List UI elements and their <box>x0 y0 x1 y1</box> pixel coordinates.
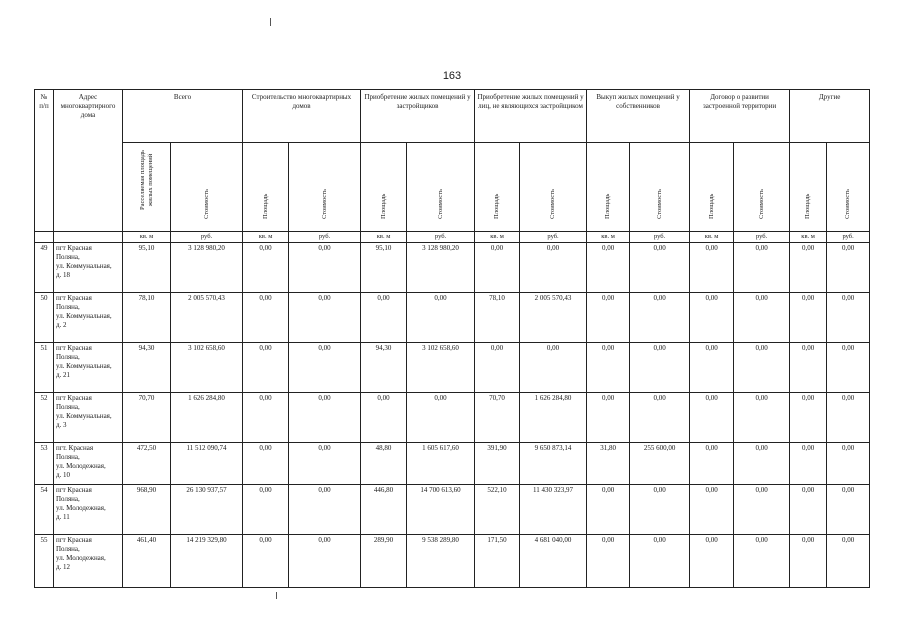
area-cell: 0,00 <box>243 293 289 343</box>
cost-cell: 0,00 <box>407 393 475 443</box>
area-cell: 0,00 <box>243 443 289 485</box>
area-cell: 171,50 <box>475 535 520 588</box>
cost-cell: 0,00 <box>734 293 790 343</box>
area-cell: 446,80 <box>361 485 407 535</box>
table-row <box>35 485 870 535</box>
unit-cost: руб. <box>289 232 361 243</box>
area-cell: 0,00 <box>690 535 734 588</box>
area-cell: 94,30 <box>361 343 407 393</box>
address-line: пгт Красная <box>56 536 92 544</box>
area-cell: 0,00 <box>790 343 827 393</box>
area-cell: 48,80 <box>361 443 407 485</box>
cost-cell: 4 681 040,00 <box>520 535 587 588</box>
cost-cell: 0,00 <box>289 443 361 485</box>
unit-area: кв. м <box>243 232 289 243</box>
unit-area: кв. м <box>690 232 734 243</box>
unit-cost: руб. <box>630 232 690 243</box>
area-cell: 0,00 <box>243 393 289 443</box>
area-cell: 391,90 <box>475 443 520 485</box>
area-cell: 461,40 <box>123 535 171 588</box>
cost-cell: 1 626 284,80 <box>520 393 587 443</box>
area-cell: 0,00 <box>690 293 734 343</box>
cost-cell: 0,00 <box>520 243 587 293</box>
area-cell: 522,10 <box>475 485 520 535</box>
address-line: д. 10 <box>56 471 71 479</box>
header-row-sub <box>35 143 870 232</box>
cost-cell: 0,00 <box>827 343 870 393</box>
row-address <box>54 443 123 485</box>
address-line: Поляна, <box>56 303 80 311</box>
unit-cost: руб. <box>407 232 475 243</box>
area-cell: 0,00 <box>690 343 734 393</box>
row-number: 52 <box>35 393 54 443</box>
cost-cell: 0,00 <box>827 393 870 443</box>
address-line: Поляна, <box>56 545 80 553</box>
address-line: д. 3 <box>56 421 67 429</box>
subheader-label: Площадь <box>804 193 812 219</box>
header-group-total: Всего <box>123 90 243 143</box>
cost-cell: 0,00 <box>630 293 690 343</box>
area-cell: 78,10 <box>475 293 520 343</box>
row-address <box>54 293 123 343</box>
address-line: ул. Молодежная, <box>56 462 106 470</box>
address-line: пгт Красная <box>56 344 92 352</box>
table-row <box>35 535 870 588</box>
header-group-non-developers: Приобретение жилых помещений у лиц, не являющихся застройщиком <box>475 90 587 143</box>
cost-cell: 3 128 980,20 <box>407 243 475 293</box>
area-cell: 0,00 <box>790 485 827 535</box>
unit-cost: руб. <box>734 232 790 243</box>
address-line: д. 11 <box>56 513 70 521</box>
header-group-developers: Приобретение жилых помещений у застройщиков <box>361 90 475 143</box>
subheader-label: Стоимость <box>549 189 557 219</box>
area-cell: 0,00 <box>243 535 289 588</box>
cost-cell: 0,00 <box>630 343 690 393</box>
unit-area: кв. м <box>361 232 407 243</box>
subheader-area <box>587 143 630 232</box>
cost-cell: 0,00 <box>289 243 361 293</box>
address-line: Поляна, <box>56 253 80 261</box>
cost-cell: 0,00 <box>827 443 870 485</box>
table-row <box>35 393 870 443</box>
subheader-area <box>790 143 827 232</box>
area-cell: 70,70 <box>475 393 520 443</box>
cost-cell: 11 512 090,74 <box>171 443 243 485</box>
address-line: Поляна, <box>56 403 80 411</box>
area-cell: 0,00 <box>790 393 827 443</box>
subheader-label: Расселяемая площадь жилых помещений <box>138 149 154 211</box>
address-line: д. 2 <box>56 321 67 329</box>
cost-cell: 1 626 284,80 <box>171 393 243 443</box>
page-number: 163 <box>442 70 462 82</box>
area-cell: 0,00 <box>690 443 734 485</box>
cost-cell: 0,00 <box>289 393 361 443</box>
area-cell: 0,00 <box>790 443 827 485</box>
cost-cell: 255 600,00 <box>630 443 690 485</box>
address-line: пгт Красная <box>56 244 92 252</box>
unit-cost: руб. <box>827 232 870 243</box>
row-address <box>54 535 123 588</box>
row-address <box>54 243 123 293</box>
header-row-units <box>35 232 870 243</box>
address-line: д. 12 <box>56 563 71 571</box>
table-body <box>35 243 870 588</box>
subheader-cost <box>827 143 870 232</box>
row-number: 50 <box>35 293 54 343</box>
unit-cost: руб. <box>171 232 243 243</box>
subheader-cost <box>407 143 475 232</box>
header-address: Адрес многоквартирного дома <box>54 90 123 232</box>
cost-cell: 0,00 <box>630 393 690 443</box>
area-cell: 0,00 <box>690 485 734 535</box>
address-line: Поляна, <box>56 353 80 361</box>
cost-cell: 0,00 <box>289 293 361 343</box>
unit-cost: руб. <box>520 232 587 243</box>
subheader-area <box>243 143 289 232</box>
subheader-label: Площадь <box>379 193 387 219</box>
unit-area: кв. м <box>123 232 171 243</box>
cost-cell: 0,00 <box>630 243 690 293</box>
header-group-buyout: Выкуп жилых помещений у собственников <box>587 90 690 143</box>
subheader-cost <box>520 143 587 232</box>
area-cell: 0,00 <box>243 343 289 393</box>
row-address <box>54 393 123 443</box>
address-line: Поляна, <box>56 495 80 503</box>
area-cell: 0,00 <box>243 243 289 293</box>
area-cell: 0,00 <box>361 393 407 443</box>
area-cell: 0,00 <box>587 535 630 588</box>
subheader-area-total <box>123 143 171 232</box>
subheader-cost <box>289 143 361 232</box>
area-cell: 0,00 <box>587 243 630 293</box>
unit-area: кв. м <box>587 232 630 243</box>
subheader-label: Площадь <box>261 193 269 219</box>
cost-cell: 0,00 <box>827 535 870 588</box>
area-cell: 0,00 <box>587 293 630 343</box>
table-row <box>35 293 870 343</box>
area-cell: 968,90 <box>123 485 171 535</box>
address-line: Поляна, <box>56 453 80 461</box>
cost-cell: 0,00 <box>289 343 361 393</box>
cost-cell: 3 102 658,60 <box>407 343 475 393</box>
table-row <box>35 443 870 485</box>
cost-cell: 2 005 570,43 <box>520 293 587 343</box>
area-cell: 0,00 <box>587 393 630 443</box>
address-line: пгт. Красная <box>56 444 94 452</box>
subheader-label: Площадь <box>604 193 612 219</box>
cost-cell: 0,00 <box>734 535 790 588</box>
area-cell: 0,00 <box>587 485 630 535</box>
cost-cell: 1 605 617,60 <box>407 443 475 485</box>
subheader-cost <box>734 143 790 232</box>
header-row-groups <box>35 90 870 143</box>
unit-blank <box>54 232 123 243</box>
subheader-label: Стоимость <box>757 189 765 219</box>
area-cell: 0,00 <box>361 293 407 343</box>
table-row <box>35 243 870 293</box>
unit-area: кв. м <box>475 232 520 243</box>
subheader-label: Стоимость <box>202 189 210 219</box>
subheader-label: Площадь <box>493 193 501 219</box>
address-line: д. 18 <box>56 271 71 279</box>
cost-cell: 3 128 980,20 <box>171 243 243 293</box>
subheader-area <box>361 143 407 232</box>
address-line: д. 21 <box>56 371 71 379</box>
cost-cell: 0,00 <box>734 393 790 443</box>
subheader-area <box>690 143 734 232</box>
row-number: 49 <box>35 243 54 293</box>
subheader-label: Площадь <box>707 193 715 219</box>
row-number: 53 <box>35 443 54 485</box>
area-cell: 0,00 <box>475 343 520 393</box>
area-cell: 472,50 <box>123 443 171 485</box>
cost-cell: 0,00 <box>734 243 790 293</box>
cost-cell: 0,00 <box>734 343 790 393</box>
area-cell: 0,00 <box>790 243 827 293</box>
area-cell: 95,10 <box>361 243 407 293</box>
scan-mark <box>276 592 277 599</box>
address-line: пгт Красная <box>56 394 92 402</box>
row-number: 54 <box>35 485 54 535</box>
area-cell: 0,00 <box>243 485 289 535</box>
cost-cell: 14 700 613,60 <box>407 485 475 535</box>
cost-cell: 0,00 <box>630 535 690 588</box>
header-num: № п/п <box>35 90 54 232</box>
unit-blank <box>35 232 54 243</box>
area-cell: 0,00 <box>690 243 734 293</box>
cost-cell: 0,00 <box>827 293 870 343</box>
area-cell: 0,00 <box>690 393 734 443</box>
subheader-cost <box>630 143 690 232</box>
address-line: ул. Молодежная, <box>56 554 106 562</box>
cost-cell: 14 219 329,80 <box>171 535 243 588</box>
cost-cell: 0,00 <box>827 243 870 293</box>
row-address <box>54 343 123 393</box>
table-row <box>35 343 870 393</box>
cost-cell: 9 650 873,14 <box>520 443 587 485</box>
cost-cell: 2 005 570,43 <box>171 293 243 343</box>
area-cell: 31,80 <box>587 443 630 485</box>
address-line: ул. Коммунальная, <box>56 362 112 370</box>
resettlement-table <box>34 89 870 588</box>
cost-cell: 0,00 <box>520 343 587 393</box>
header-group-construction: Строительство многоквартирных домов <box>243 90 361 143</box>
area-cell: 0,00 <box>790 293 827 343</box>
cost-cell: 26 130 937,57 <box>171 485 243 535</box>
subheader-label: Стоимость <box>655 189 663 219</box>
subheader-area <box>475 143 520 232</box>
cost-cell: 0,00 <box>289 485 361 535</box>
address-line: ул. Молодежная, <box>56 504 106 512</box>
subheader-cost <box>171 143 243 232</box>
address-line: пгт Красная <box>56 294 92 302</box>
area-cell: 0,00 <box>475 243 520 293</box>
area-cell: 0,00 <box>790 535 827 588</box>
cost-cell: 3 102 658,60 <box>171 343 243 393</box>
cost-cell: 0,00 <box>827 485 870 535</box>
area-cell: 70,70 <box>123 393 171 443</box>
cost-cell: 0,00 <box>407 293 475 343</box>
cost-cell: 9 538 289,80 <box>407 535 475 588</box>
cost-cell: 0,00 <box>630 485 690 535</box>
cost-cell: 0,00 <box>734 443 790 485</box>
row-number: 55 <box>35 535 54 588</box>
cost-cell: 0,00 <box>289 535 361 588</box>
unit-area: кв. м <box>790 232 827 243</box>
cost-cell: 11 430 323,97 <box>520 485 587 535</box>
address-line: пгт Красная <box>56 486 92 494</box>
area-cell: 0,00 <box>587 343 630 393</box>
subheader-label: Стоимость <box>436 189 444 219</box>
row-number: 51 <box>35 343 54 393</box>
area-cell: 289,90 <box>361 535 407 588</box>
address-line: ул. Коммунальная, <box>56 262 112 270</box>
cost-cell: 0,00 <box>734 485 790 535</box>
row-address <box>54 485 123 535</box>
header-group-development-agreement: Договор о развитии застроенной территории <box>690 90 790 143</box>
address-line: ул. Коммунальная, <box>56 412 112 420</box>
scan-mark <box>270 18 271 26</box>
area-cell: 78,10 <box>123 293 171 343</box>
address-line: ул. Коммунальная, <box>56 312 112 320</box>
header-group-other: Другие <box>790 90 870 143</box>
area-cell: 95,10 <box>123 243 171 293</box>
area-cell: 94,30 <box>123 343 171 393</box>
subheader-label: Стоимость <box>844 189 852 219</box>
subheader-label: Стоимость <box>320 189 328 219</box>
